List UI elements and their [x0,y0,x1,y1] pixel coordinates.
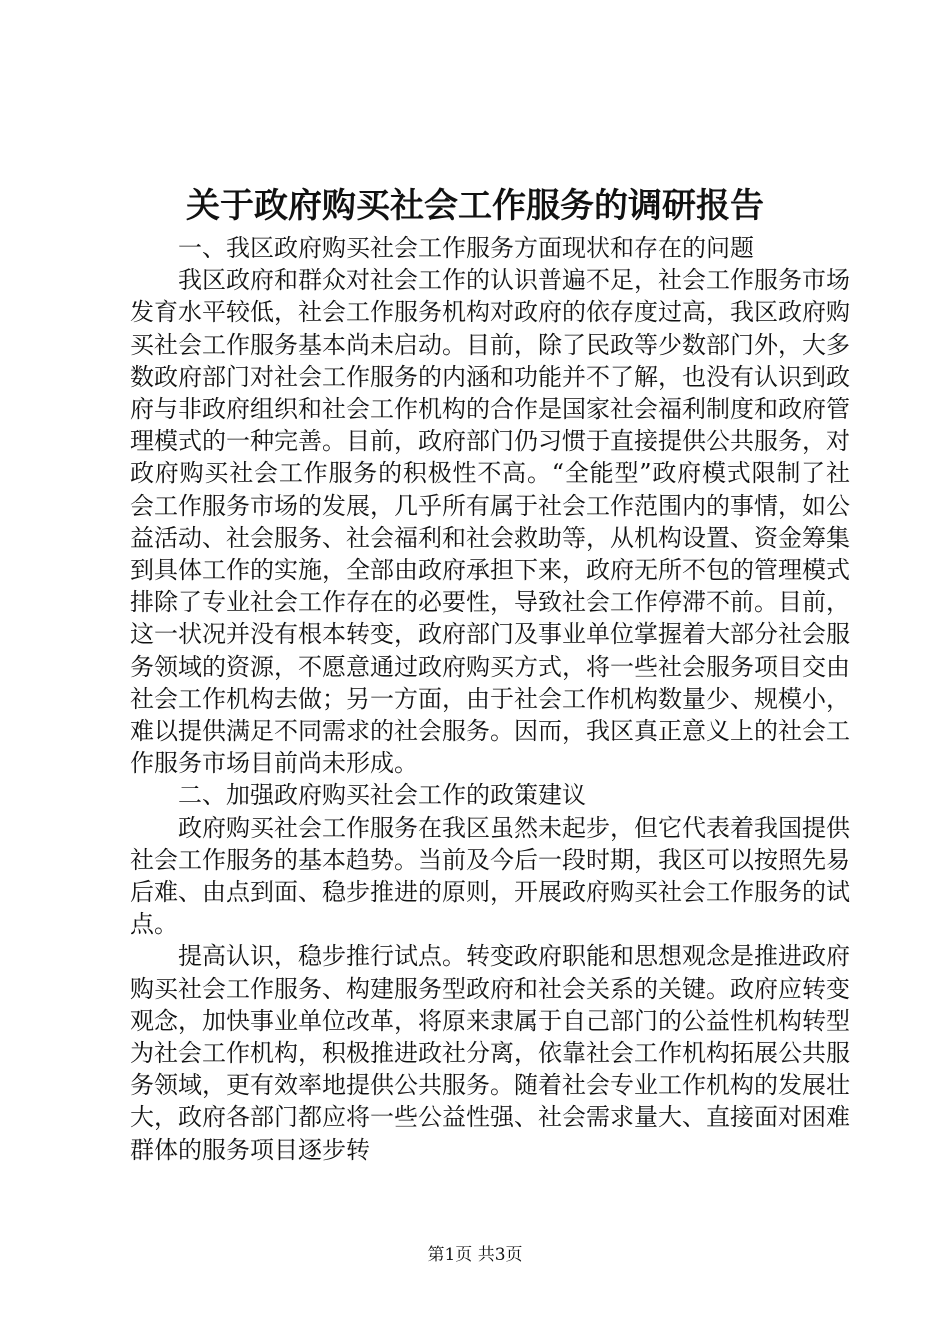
document-body [130,232,850,1166]
document-title: 关于政府购买社会工作服务的调研报告 [186,186,764,226]
section-heading-2: 二、加强政府购买社会工作的政策建议 [178,781,586,810]
body-paragraph: 政府购买社会工作服务在我区虽然未起步，但它代表着我国提供社会工作服务的基本趋势。当前及今后一段时期，我区可以按照先易后难、由点到面、稳步推进的原则，开展政府购买社会工作服务的试点。 [130,813,850,939]
page-number-footer: 第1页 共3页 [427,1245,523,1265]
body-paragraph: 我区政府和群众对社会工作的认识普遍不足，社会工作服务市场发育水平较低，社会工作服务机构对政府的依存度过高，我区政府购买社会工作服务基本尚未启动。目前，除了民政等少数部门外，大多数政府部门对社会工作服务的内涵和功能并不了解，也没有认识到政府与非政府组织和社会工作机构的合作是国家社会福利制度和政府管理模式的一种完善。目前，政府部门仍习惯于直接提供公共服务，对政府购买社会工作服务的积极性不高。“全能型”政府模式限制了社会工作服务市场的发展，几乎所有属于社会工作范围内的事情，如公益活动、社会服务、社会福利和社会救助等，从机构设置、资金筹集到具体工作的实施，全部由政府承担下来，政府无所不包的管理模式排除了专业社会工作存在的必要性，导致社会工作停滞不前。目前，这一状况并没有根本转变，政府部门及事业单位掌握着大部分社会服务领域的资源，不愿意通过政府购买方式，将一些社会服务项目交由社会工作机构去做；另一方面，由于社会工作机构数量少、规模小，难以提供满足不同需求的社会服务。因而，我区真正意义上的社会工作服务市场目前尚未形成。 [130,266,850,778]
section-heading-1: 一、我区政府购买社会工作服务方面现状和存在的问题 [178,234,754,262]
body-paragraph: 提高认识，稳步推行试点。转变政府职能和思想观念是推进政府购买社会工作服务、构建服务型政府和社会关系的关键。政府应转变观念，加快事业单位改革，将原来隶属于自己部门的公益性机构转型为社会工作机构，积极推进政社分离，依靠社会工作机构拓展公共服务领域，更有效率地提供公共服务。随着社会专业工作机构的发展壮大，政府各部门都应将一些公益性强、社会需求量大、直接面对困难群体的服务项目逐步转 [130,942,850,1164]
